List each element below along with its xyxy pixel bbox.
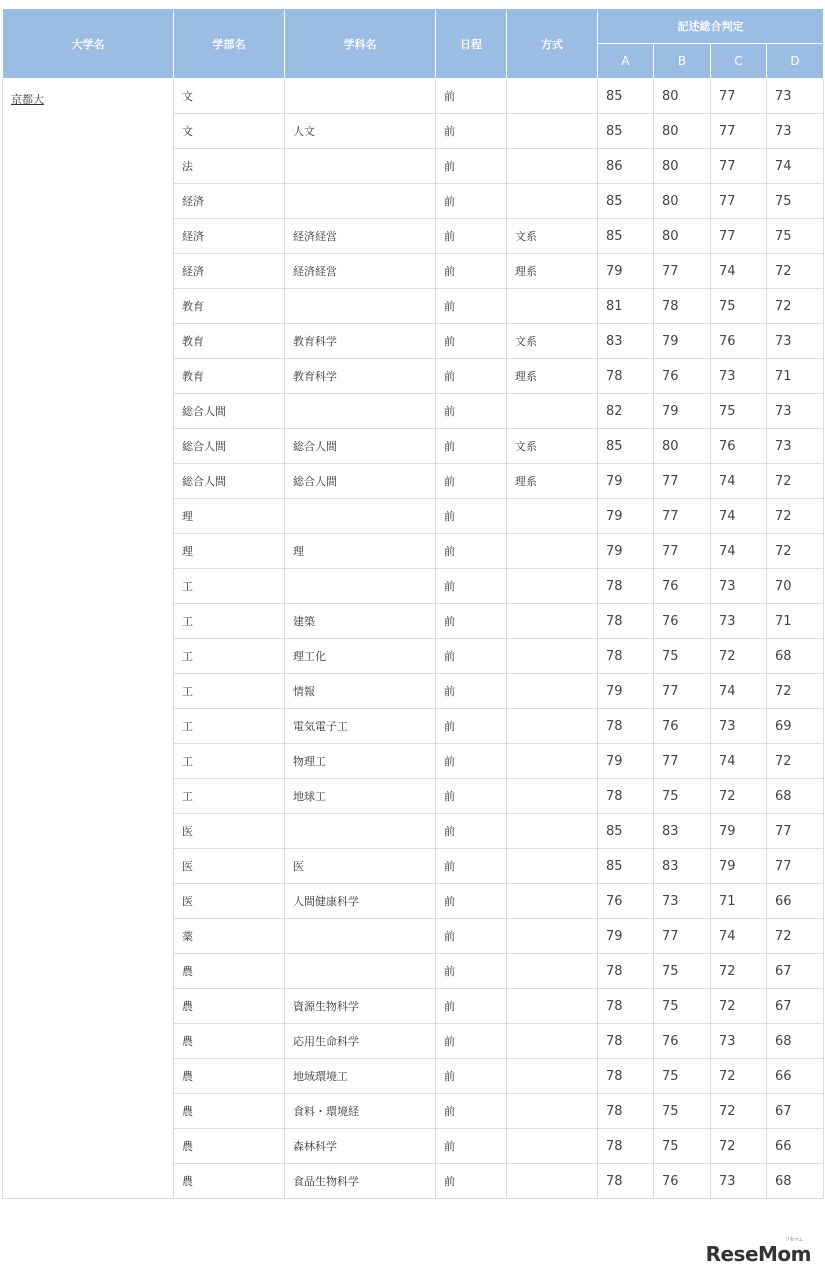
cell-method — [507, 184, 598, 219]
cell-grade-b: 77 — [654, 499, 711, 534]
cell-grade-b: 80 — [654, 114, 711, 149]
header-faculty: 学部名 — [174, 9, 285, 79]
cell-faculty: 総合人間 — [174, 394, 285, 429]
cell-grade-a: 78 — [598, 569, 654, 604]
cell-faculty: 医 — [174, 884, 285, 919]
cell-department — [285, 79, 436, 114]
cell-grade-b: 75 — [654, 989, 711, 1024]
cell-grade-a: 85 — [598, 849, 654, 884]
table-row — [3, 79, 824, 114]
cell-grade-c: 72 — [711, 1129, 767, 1164]
cell-grade-a: 78 — [598, 1164, 654, 1199]
header-grade-d: D — [767, 44, 824, 79]
cell-grade-c: 73 — [711, 359, 767, 394]
table-header — [3, 9, 824, 79]
cell-method: 文系 — [507, 429, 598, 464]
cell-grade-c: 76 — [711, 324, 767, 359]
cell-method — [507, 954, 598, 989]
cell-schedule: 前 — [436, 744, 507, 779]
cell-grade-d: 66 — [767, 1059, 824, 1094]
cell-grade-c: 77 — [711, 149, 767, 184]
cell-grade-b: 76 — [654, 569, 711, 604]
cell-grade-a: 85 — [598, 814, 654, 849]
cell-department: 食品生物科学 — [285, 1164, 436, 1199]
cell-grade-b: 75 — [654, 1059, 711, 1094]
cell-schedule: 前 — [436, 1094, 507, 1129]
cell-schedule: 前 — [436, 359, 507, 394]
cell-grade-c: 73 — [711, 1024, 767, 1059]
cell-grade-b: 76 — [654, 604, 711, 639]
cell-faculty: 教育 — [174, 289, 285, 324]
cell-grade-a: 79 — [598, 534, 654, 569]
cell-department: 地域環境工 — [285, 1059, 436, 1094]
cell-schedule: 前 — [436, 884, 507, 919]
cell-method: 文系 — [507, 219, 598, 254]
cell-schedule: 前 — [436, 184, 507, 219]
cell-grade-a: 85 — [598, 429, 654, 464]
cell-grade-d: 71 — [767, 359, 824, 394]
cell-grade-a: 82 — [598, 394, 654, 429]
cell-grade-a: 79 — [598, 744, 654, 779]
cell-grade-c: 73 — [711, 1164, 767, 1199]
cell-method — [507, 884, 598, 919]
cell-grade-a: 78 — [598, 1024, 654, 1059]
cell-faculty: 農 — [174, 954, 285, 989]
university-name-link[interactable]: 京都大 — [3, 79, 174, 1199]
cell-schedule: 前 — [436, 534, 507, 569]
cell-grade-a: 79 — [598, 499, 654, 534]
cell-grade-d: 77 — [767, 849, 824, 884]
cell-faculty: 教育 — [174, 324, 285, 359]
cell-schedule: 前 — [436, 849, 507, 884]
cell-method — [507, 674, 598, 709]
cell-grade-b: 75 — [654, 1129, 711, 1164]
cell-faculty: 経済 — [174, 184, 285, 219]
cell-method — [507, 114, 598, 149]
cell-method — [507, 1059, 598, 1094]
cell-grade-c: 76 — [711, 429, 767, 464]
cell-grade-a: 79 — [598, 464, 654, 499]
cell-faculty: 工 — [174, 779, 285, 814]
cell-method — [507, 639, 598, 674]
header-department: 学科名 — [285, 9, 436, 79]
header-method: 方式 — [507, 9, 598, 79]
cell-grade-b: 77 — [654, 534, 711, 569]
table-body — [3, 79, 824, 1199]
cell-grade-a: 78 — [598, 1059, 654, 1094]
cell-grade-d: 66 — [767, 1129, 824, 1164]
header-schedule: 日程 — [436, 9, 507, 79]
cell-schedule: 前 — [436, 394, 507, 429]
cell-grade-b: 76 — [654, 1164, 711, 1199]
cell-grade-c: 74 — [711, 919, 767, 954]
cell-faculty: 経済 — [174, 254, 285, 289]
cell-schedule: 前 — [436, 499, 507, 534]
cell-method — [507, 849, 598, 884]
cell-grade-a: 78 — [598, 359, 654, 394]
cell-schedule: 前 — [436, 604, 507, 639]
cell-method: 理系 — [507, 464, 598, 499]
cell-department: 応用生命科学 — [285, 1024, 436, 1059]
cell-grade-d: 72 — [767, 499, 824, 534]
cell-grade-d: 68 — [767, 1024, 824, 1059]
cell-grade-c: 72 — [711, 639, 767, 674]
exam-results-table — [2, 8, 824, 1199]
cell-grade-c: 72 — [711, 954, 767, 989]
cell-grade-d: 72 — [767, 674, 824, 709]
cell-grade-b: 80 — [654, 184, 711, 219]
cell-grade-d: 68 — [767, 779, 824, 814]
cell-department: 経済経営 — [285, 254, 436, 289]
cell-faculty: 工 — [174, 709, 285, 744]
cell-department: 物理工 — [285, 744, 436, 779]
cell-faculty: 農 — [174, 989, 285, 1024]
cell-schedule: 前 — [436, 1129, 507, 1164]
cell-grade-d: 73 — [767, 394, 824, 429]
cell-grade-c: 72 — [711, 989, 767, 1024]
cell-grade-c: 73 — [711, 604, 767, 639]
cell-faculty: 経済 — [174, 219, 285, 254]
cell-method — [507, 604, 598, 639]
cell-department: 建築 — [285, 604, 436, 639]
cell-grade-c: 73 — [711, 709, 767, 744]
cell-grade-d: 74 — [767, 149, 824, 184]
cell-grade-b: 75 — [654, 639, 711, 674]
cell-grade-a: 86 — [598, 149, 654, 184]
cell-schedule: 前 — [436, 1059, 507, 1094]
cell-grade-d: 75 — [767, 184, 824, 219]
cell-faculty: 工 — [174, 674, 285, 709]
cell-faculty: 工 — [174, 604, 285, 639]
cell-department: 人間健康科学 — [285, 884, 436, 919]
cell-grade-b: 77 — [654, 919, 711, 954]
cell-department: 総合人間 — [285, 464, 436, 499]
cell-grade-a: 78 — [598, 1129, 654, 1164]
header-grade-a: A — [598, 44, 654, 79]
cell-department: 教育科学 — [285, 359, 436, 394]
cell-grade-c: 77 — [711, 184, 767, 219]
cell-grade-b: 83 — [654, 814, 711, 849]
cell-department — [285, 184, 436, 219]
cell-grade-a: 85 — [598, 114, 654, 149]
cell-grade-d: 73 — [767, 79, 824, 114]
cell-method — [507, 1164, 598, 1199]
cell-grade-c: 74 — [711, 464, 767, 499]
cell-grade-c: 72 — [711, 779, 767, 814]
cell-grade-b: 77 — [654, 674, 711, 709]
cell-grade-a: 85 — [598, 184, 654, 219]
cell-method — [507, 394, 598, 429]
cell-faculty: 工 — [174, 639, 285, 674]
cell-method — [507, 149, 598, 184]
cell-department: 総合人間 — [285, 429, 436, 464]
cell-grade-d: 77 — [767, 814, 824, 849]
cell-grade-a: 78 — [598, 639, 654, 674]
cell-grade-a: 85 — [598, 79, 654, 114]
cell-faculty: 農 — [174, 1129, 285, 1164]
cell-method: 理系 — [507, 359, 598, 394]
cell-grade-d: 73 — [767, 429, 824, 464]
cell-grade-c: 77 — [711, 79, 767, 114]
cell-method — [507, 1094, 598, 1129]
header-grade-c: C — [711, 44, 767, 79]
cell-department: 食料・環境経 — [285, 1094, 436, 1129]
cell-schedule: 前 — [436, 814, 507, 849]
cell-grade-c: 74 — [711, 534, 767, 569]
cell-method — [507, 499, 598, 534]
cell-grade-d: 67 — [767, 954, 824, 989]
cell-faculty: 農 — [174, 1094, 285, 1129]
cell-grade-b: 80 — [654, 149, 711, 184]
logo-text: ReseMom — [705, 1242, 811, 1266]
cell-grade-c: 74 — [711, 499, 767, 534]
cell-grade-b: 75 — [654, 779, 711, 814]
cell-department: 経済経営 — [285, 219, 436, 254]
cell-department: 医 — [285, 849, 436, 884]
cell-schedule: 前 — [436, 674, 507, 709]
cell-method — [507, 744, 598, 779]
cell-grade-d: 67 — [767, 989, 824, 1024]
cell-grade-b: 77 — [654, 744, 711, 779]
cell-grade-a: 78 — [598, 604, 654, 639]
cell-faculty: 工 — [174, 744, 285, 779]
cell-schedule: 前 — [436, 639, 507, 674]
cell-grade-c: 75 — [711, 394, 767, 429]
cell-department: 地球工 — [285, 779, 436, 814]
cell-schedule: 前 — [436, 1164, 507, 1199]
cell-method: 文系 — [507, 324, 598, 359]
cell-grade-a: 78 — [598, 709, 654, 744]
cell-grade-b: 76 — [654, 359, 711, 394]
resemom-logo — [705, 1237, 811, 1266]
cell-schedule: 前 — [436, 709, 507, 744]
cell-department — [285, 289, 436, 324]
cell-department: 人文 — [285, 114, 436, 149]
cell-department: 電気電子工 — [285, 709, 436, 744]
cell-faculty: 理 — [174, 534, 285, 569]
logo-subtext: リセマム — [785, 1237, 803, 1243]
cell-department — [285, 569, 436, 604]
cell-schedule: 前 — [436, 1024, 507, 1059]
cell-department — [285, 919, 436, 954]
cell-faculty: 総合人間 — [174, 464, 285, 499]
cell-grade-b: 80 — [654, 79, 711, 114]
cell-department: 教育科学 — [285, 324, 436, 359]
header-written-judgment: 記述総合判定 — [598, 9, 824, 44]
cell-faculty: 医 — [174, 814, 285, 849]
cell-grade-c: 73 — [711, 569, 767, 604]
cell-grade-b: 78 — [654, 289, 711, 324]
cell-grade-d: 67 — [767, 1094, 824, 1129]
cell-faculty: 文 — [174, 114, 285, 149]
cell-grade-a: 78 — [598, 779, 654, 814]
cell-faculty: 工 — [174, 569, 285, 604]
cell-faculty: 農 — [174, 1059, 285, 1094]
cell-schedule: 前 — [436, 464, 507, 499]
cell-faculty: 理 — [174, 499, 285, 534]
cell-grade-c: 75 — [711, 289, 767, 324]
cell-department: 資源生物科学 — [285, 989, 436, 1024]
cell-grade-d: 71 — [767, 604, 824, 639]
cell-grade-a: 78 — [598, 1094, 654, 1129]
cell-faculty: 教育 — [174, 359, 285, 394]
cell-department — [285, 149, 436, 184]
cell-grade-b: 83 — [654, 849, 711, 884]
cell-schedule: 前 — [436, 219, 507, 254]
cell-department: 理 — [285, 534, 436, 569]
cell-method: 理系 — [507, 254, 598, 289]
cell-grade-d: 68 — [767, 639, 824, 674]
cell-department — [285, 394, 436, 429]
cell-grade-a: 81 — [598, 289, 654, 324]
cell-grade-b: 75 — [654, 954, 711, 989]
cell-schedule: 前 — [436, 79, 507, 114]
cell-grade-c: 79 — [711, 814, 767, 849]
cell-grade-b: 76 — [654, 1024, 711, 1059]
cell-schedule: 前 — [436, 149, 507, 184]
cell-grade-c: 72 — [711, 1094, 767, 1129]
cell-grade-d: 73 — [767, 324, 824, 359]
cell-grade-a: 78 — [598, 989, 654, 1024]
cell-method — [507, 989, 598, 1024]
cell-method — [507, 569, 598, 604]
cell-schedule: 前 — [436, 114, 507, 149]
cell-department — [285, 954, 436, 989]
cell-grade-d: 72 — [767, 919, 824, 954]
cell-schedule: 前 — [436, 779, 507, 814]
header-university: 大学名 — [3, 9, 174, 79]
cell-schedule: 前 — [436, 989, 507, 1024]
cell-grade-a: 79 — [598, 674, 654, 709]
cell-faculty: 総合人間 — [174, 429, 285, 464]
cell-grade-d: 72 — [767, 534, 824, 569]
cell-schedule: 前 — [436, 919, 507, 954]
cell-grade-d: 72 — [767, 254, 824, 289]
cell-grade-d: 72 — [767, 464, 824, 499]
cell-grade-c: 74 — [711, 254, 767, 289]
cell-grade-b: 77 — [654, 464, 711, 499]
cell-department: 理工化 — [285, 639, 436, 674]
cell-faculty: 薬 — [174, 919, 285, 954]
cell-method — [507, 289, 598, 324]
cell-method — [507, 534, 598, 569]
cell-grade-d: 72 — [767, 289, 824, 324]
cell-grade-c: 79 — [711, 849, 767, 884]
cell-grade-b: 75 — [654, 1094, 711, 1129]
cell-department: 森林科学 — [285, 1129, 436, 1164]
cell-grade-a: 83 — [598, 324, 654, 359]
cell-method — [507, 709, 598, 744]
cell-faculty: 医 — [174, 849, 285, 884]
cell-grade-d: 69 — [767, 709, 824, 744]
cell-grade-c: 71 — [711, 884, 767, 919]
cell-grade-a: 79 — [598, 919, 654, 954]
cell-grade-d: 73 — [767, 114, 824, 149]
cell-grade-d: 72 — [767, 744, 824, 779]
cell-grade-c: 74 — [711, 744, 767, 779]
cell-department: 情報 — [285, 674, 436, 709]
cell-grade-d: 66 — [767, 884, 824, 919]
cell-grade-b: 79 — [654, 394, 711, 429]
cell-method — [507, 919, 598, 954]
cell-grade-c: 72 — [711, 1059, 767, 1094]
cell-method — [507, 1024, 598, 1059]
header-grade-b: B — [654, 44, 711, 79]
cell-schedule: 前 — [436, 254, 507, 289]
cell-grade-c: 74 — [711, 674, 767, 709]
cell-faculty: 農 — [174, 1024, 285, 1059]
cell-grade-d: 68 — [767, 1164, 824, 1199]
cell-grade-b: 79 — [654, 324, 711, 359]
cell-grade-b: 77 — [654, 254, 711, 289]
cell-grade-a: 76 — [598, 884, 654, 919]
cell-grade-c: 77 — [711, 219, 767, 254]
cell-department — [285, 814, 436, 849]
cell-grade-b: 73 — [654, 884, 711, 919]
cell-method — [507, 79, 598, 114]
cell-grade-b: 80 — [654, 219, 711, 254]
cell-schedule: 前 — [436, 429, 507, 464]
cell-method — [507, 779, 598, 814]
cell-method — [507, 1129, 598, 1164]
cell-grade-d: 70 — [767, 569, 824, 604]
cell-department — [285, 499, 436, 534]
cell-faculty: 文 — [174, 79, 285, 114]
cell-grade-b: 80 — [654, 429, 711, 464]
cell-grade-b: 76 — [654, 709, 711, 744]
cell-grade-c: 77 — [711, 114, 767, 149]
cell-grade-a: 79 — [598, 254, 654, 289]
cell-faculty: 法 — [174, 149, 285, 184]
cell-grade-a: 85 — [598, 219, 654, 254]
cell-schedule: 前 — [436, 289, 507, 324]
cell-schedule: 前 — [436, 954, 507, 989]
cell-schedule: 前 — [436, 324, 507, 359]
cell-method — [507, 814, 598, 849]
cell-grade-d: 75 — [767, 219, 824, 254]
cell-schedule: 前 — [436, 569, 507, 604]
cell-grade-a: 78 — [598, 954, 654, 989]
cell-faculty: 農 — [174, 1164, 285, 1199]
